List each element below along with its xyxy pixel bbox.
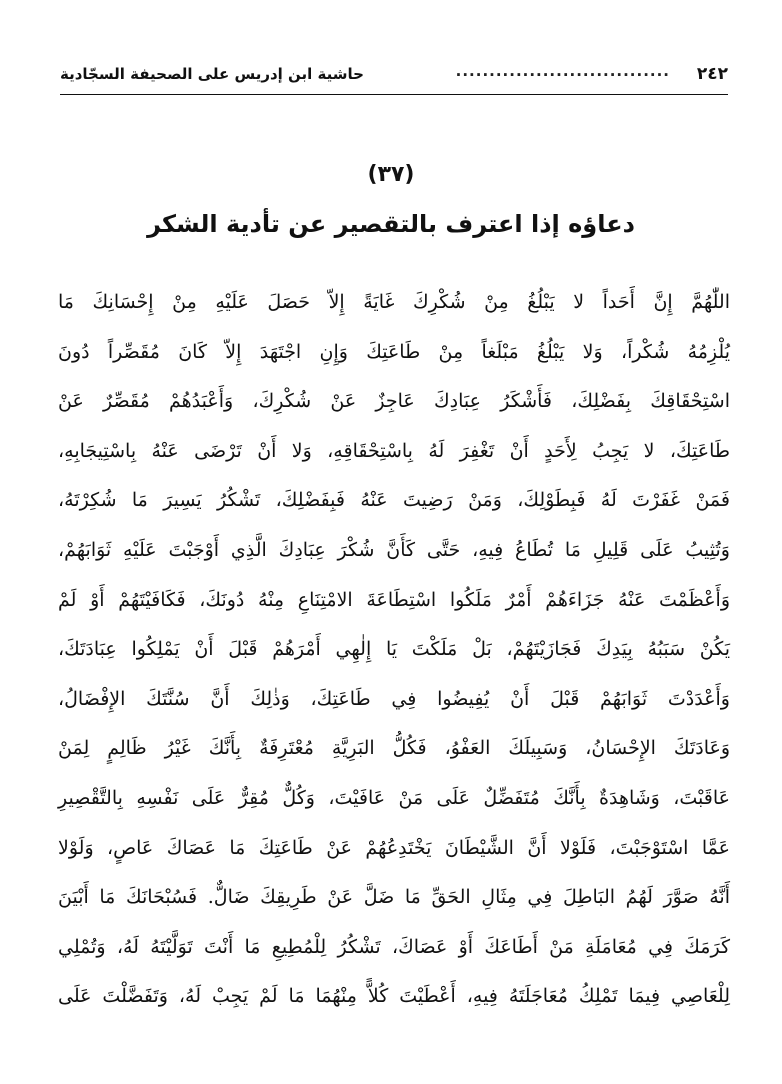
chapter-number: (٣٧) (367, 162, 415, 187)
page-number: ٢٤٢ (696, 64, 728, 84)
text-line: فَمَنْ غَفَرْتَ لَهُ فَبِطَوْلِكَ، وَمَنْ رَضِيتَ عَنْهُ فَبِفَضْلِكَ، تَشْكُرُ يَسِيرَ مَا شُكِرْتَهُ، (58, 489, 730, 512)
text-line: عَمَّا اسْتَوْجَبْتَ، فَلَوْلا أَنَّ الشَّيْطَانَ يَخْتَدِعُهُمْ عَنْ طَاعَتِكَ مَا عَصَاكَ عَاصٍ، وَلَوْلا (58, 836, 730, 859)
chapter-title: دعاؤه إذا اعترف بالتقصير عن تأدية الشكر (147, 210, 635, 238)
header-rule (60, 94, 728, 95)
text-line: وَأَعْدَدْتَ ثَوَابَهُمْ قَبْلَ أَنْ يُفِيضُوا فِي طَاعَتِكَ، وَذٰلِكَ أَنَّ سُنَّتَكَ الإِفْضَالُ، (58, 687, 730, 710)
text-line: وَأَعْظَمْتَ عَنْهُ جَزَاءَهُمْ أَمْرٌ مَلَكُوا اسْتِطَاعَةَ الامْتِنَاعِ مِنْهُ دُونَكَ، فَكَافَيْتَهُمْ أَوْ لَمْ (58, 588, 730, 611)
text-line: أَنَّهُ صَوَّرَ لَهُمُ البَاطِلَ فِي مِثَالِ الحَقِّ مَا ضَلَّ عَنْ طَرِيقِكَ ضَالٌّ. فَسُبْحَانَكَ مَا أَبْيَنَ (58, 886, 730, 909)
text-line: اللّٰهُمَّ إِنَّ أَحَداً لا يَبْلُغُ مِنْ شُكْرِكَ غَايَةً إِلاّ حَصَلَ عَلَيْهِ مِنْ إِحْسَانِكَ مَا (58, 291, 730, 313)
text-line: عَاقَبْتَ، وَشَاهِدَةٌ بِأَنَّكَ مُتَفَضِّلٌ عَلَى مَنْ عَافَيْتَ، وَكُلٌّ مُقِرٌّ عَلَى نَفْسِهِ بِالتَّقْصِيرِ (58, 786, 730, 809)
text-line: لِلْعَاصِي فِيمَا تَمْلِكُ مُعَاجَلَتَهُ فِيهِ، أَعْطَيْتَ كُلاًّ مِنْهُمَا مَا لَمْ يَجِبْ لَهُ، وَتَفَضَّلْتَ عَلَى (58, 985, 730, 1008)
running-header (60, 62, 728, 90)
text-line: يُلْزِمُهُ شُكْراً، وَلا يَبْلُغُ مَبْلَغاً مِنْ طَاعَتِكَ وَإِنِ اجْتَهَدَ إِلاّ كَانَ مُقَصِّراً دُونَ (58, 340, 730, 363)
text-line: اسْتِحْقَاقِكَ بِفَضْلِكَ، فَأَشْكَرُ عِبَادِكَ عَاجِزٌ عَنْ شُكْرِكَ، وَأَعْبَدُهُمْ مُقَصِّرٌ عَنْ (58, 390, 730, 413)
text-line: كَرَمَكَ فِي مُعَامَلَةِ مَنْ أَطَاعَكَ أَوْ عَصَاكَ، تَشْكُرُ لِلْمُطِيعِ مَا أَنْتَ تَوَلَّيْتَهُ لَهُ، وَتُمْلِي (58, 935, 730, 958)
text-line: يَكُنْ سَبَبُهُ بِيَدِكَ فَجَازَيْتَهُمْ، بَلْ مَلَكْتَ يَا إِلٰهِي أَمْرَهُمْ قَبْلَ أَنْ يَمْلِكُوا عِبَادَتَكَ، (58, 638, 730, 661)
header-dot-leader: ................................ (455, 62, 670, 80)
text-line: وَتُثِيبُ عَلَى قَلِيلِ مَا تُطَاعُ فِيهِ، حَتَّى كَأَنَّ شُكْرَ عِبَادِكَ الَّذِي أَوْجَبْتَ عَلَيْهِ ثَوَابَهُمْ، (58, 538, 730, 561)
book-title: حاشية ابن إدريس على الصحيفة السجّادية (60, 65, 364, 83)
text-line: طَاعَتِكَ، لا يَجِبُ لِأَحَدٍ أَنْ تَغْفِرَ لَهُ بِاسْتِحْقَاقِهِ، وَلا أَنْ تَرْضَى عَنْهُ بِاسْتِيجَابِهِ، (58, 439, 730, 462)
text-line: وَعَادَتَكَ الإِحْسَانُ، وَسَبِيلَكَ العَفْوُ، فَكُلُّ البَرِيَّةِ مُعْتَرِفَةٌ بِأَنَّكَ غَيْرُ ظَالِمٍ لِمَنْ (58, 737, 730, 760)
supplication-text (58, 278, 730, 1022)
